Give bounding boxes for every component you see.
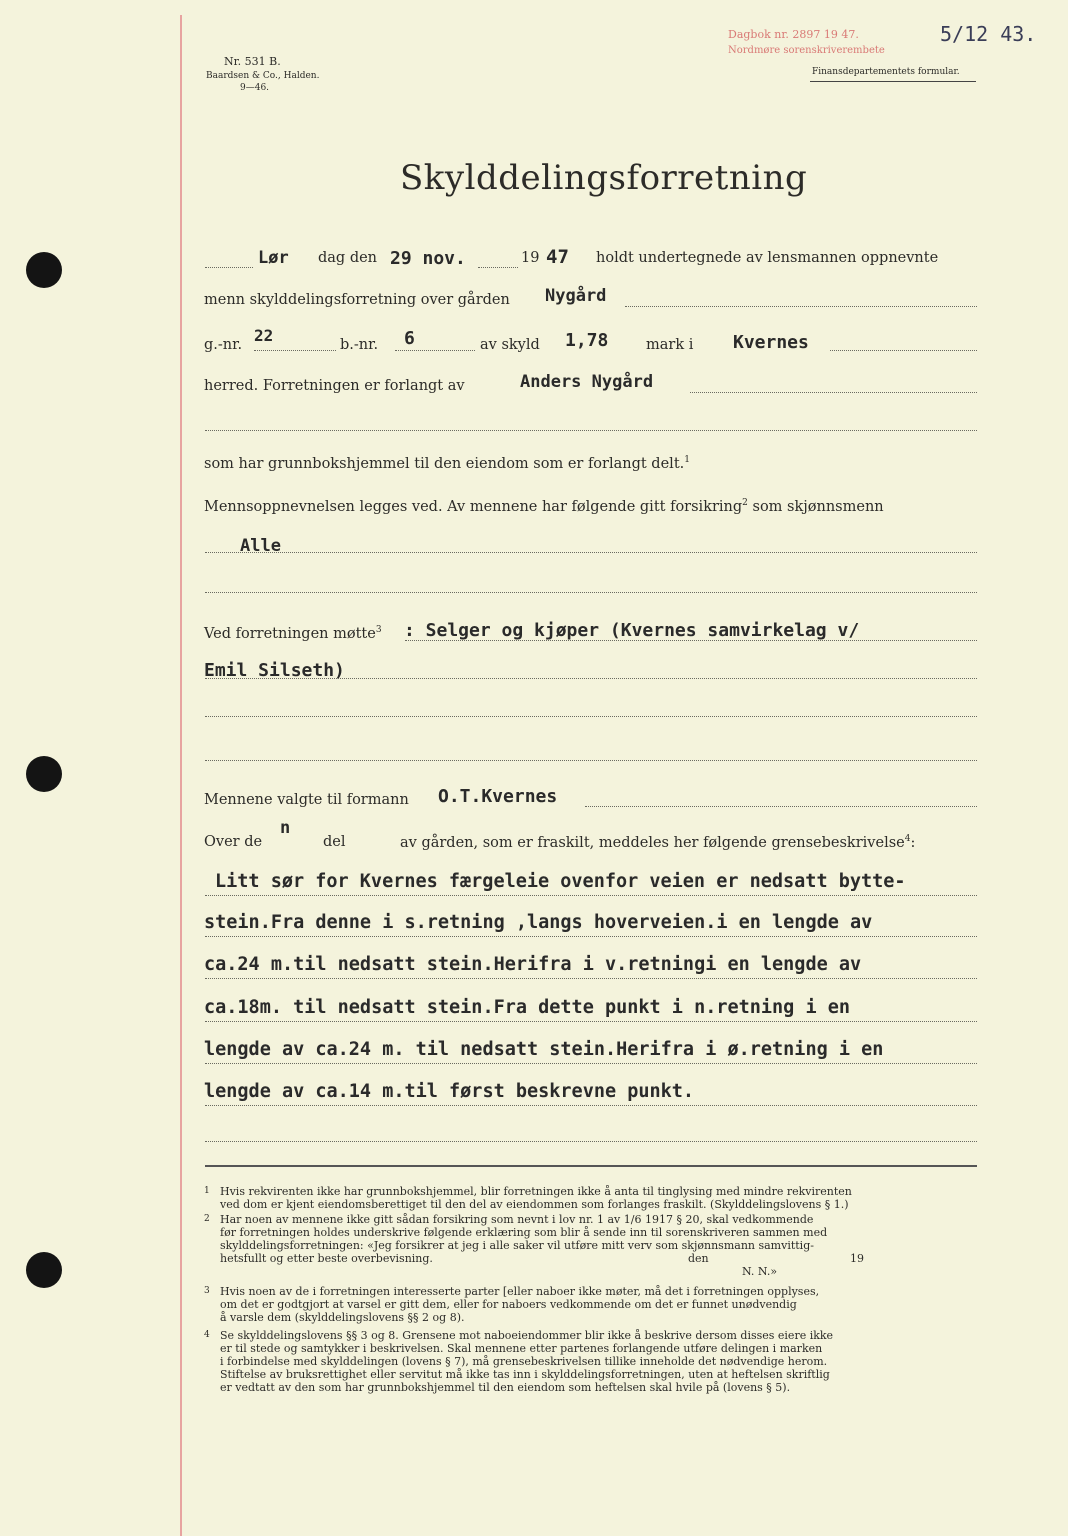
handwritten-date: 5/12 43. <box>940 22 1037 46</box>
line7-text <box>204 498 884 515</box>
line7-end: som skjønnsmenn <box>747 498 884 515</box>
attendees-value-2: Emil Silseth) <box>204 660 345 681</box>
footnote-4-line-4: Stiftelse av bruksrettighet eller servitut må ikke tas inn i skylddelingsforretningen, uten at heftelsen skriftlig <box>220 1368 830 1381</box>
document-title: Skylddelingsforretning <box>400 158 808 198</box>
footnote-ref-1: 1 <box>684 455 690 465</box>
dotted-line <box>205 1141 977 1142</box>
weekday-value: Lør <box>258 248 289 268</box>
court-stamp: Nordmøre sorenskriverembete <box>728 45 885 56</box>
dotted-line <box>205 936 977 937</box>
dotted-line <box>625 306 977 307</box>
footnote-4-line-1: Se skylddelingslovens §§ 3 og 8. Grensene mot naboeiendommer blir ikke å beskrive dersom disses eiere ikke <box>220 1329 834 1342</box>
dotted-line <box>205 716 977 717</box>
dotted-line <box>205 1021 977 1022</box>
year-value: 47 <box>546 246 569 268</box>
dotted-line <box>205 267 253 268</box>
footnote-4-number: 4 <box>204 1330 210 1340</box>
print-date: 9—46. <box>240 83 270 93</box>
footnote-2-number: 2 <box>204 1214 210 1224</box>
line4-text: herred. Forretningen er forlangt av <box>204 378 465 394</box>
dotted-line <box>205 552 977 553</box>
dotted-line <box>205 760 977 761</box>
footnote-1-line-2: ved dom er kjent eiendomsberettiget til den del av eiendommen som forlanges fraskilt. (Skylddelingslovens § 1.) <box>220 1198 849 1211</box>
description-line-1: Litt sør for Kvernes færgeleie ovenfor veien er nedsatt bytte- <box>215 871 906 892</box>
dag-den-label: dag den <box>318 250 378 266</box>
footnote-separator <box>205 1165 977 1167</box>
dotted-line <box>585 806 977 807</box>
dotted-line <box>405 640 977 641</box>
bnr-value: 6 <box>404 328 415 349</box>
dotted-line <box>395 350 475 351</box>
farm-name: Nygård <box>545 286 607 306</box>
footnote-3-number: 3 <box>204 1286 210 1296</box>
line2-text: menn skylddelingsforretning over gården <box>204 292 510 308</box>
footnote-3-line-2: om det er godtgjort at varsel er gitt dem, eller for naboers vedkommende om det er funnet unødvendig <box>220 1298 797 1311</box>
mark-label: mark i <box>646 337 694 353</box>
footnote-2-signature: N. N.» <box>742 1265 778 1278</box>
boundary-label-text: av gården, som er fraskilt, meddeles her følgende grensebeskrivelse <box>400 834 905 851</box>
line7-main: Mennsoppnevnelsen legges ved. Av mennene har følgende gitt forsikring <box>204 498 743 515</box>
punch-hole-bottom <box>26 1252 62 1288</box>
share-value: n <box>280 818 291 838</box>
dotted-line <box>205 1063 977 1064</box>
footnote-4-line-5: er vedtatt av den som har grunnbokshjemmel til den eiendom som heftelsen skal hvile på (lovens § 5). <box>220 1381 791 1394</box>
footnote-2-den: den <box>688 1252 709 1265</box>
footnote-2-line-3: skylddelingsforretningen: «Jeg forsikrer at jeg i alle saker vil utføre mitt verv som skjønnsmann samvittig- <box>220 1239 814 1252</box>
margin-rule <box>180 15 182 1536</box>
description-line-3: ca.24 m.til nedsatt stein.Herifra i v.retningi en lengde av <box>204 954 862 975</box>
dotted-line <box>830 350 977 351</box>
skyld-value: 1,78 <box>565 330 609 351</box>
del-label: del <box>323 834 346 850</box>
dotted-line <box>205 895 977 896</box>
footnote-4-line-3: i forbindelse med skylddelingen (lovens § 7), må grensebeskrivelsen tillike inneholde det nødvendige herom. <box>220 1355 828 1368</box>
footnote-1-number: 1 <box>204 1186 210 1196</box>
dotted-line <box>205 1105 977 1106</box>
boundary-colon: : <box>910 834 916 851</box>
line6-text <box>204 455 690 472</box>
footnote-3-line-3: å varsle dem (skylddelingslovens §§ 2 og 8). <box>220 1311 465 1324</box>
description-line-4: ca.18m. til nedsatt stein.Fra dette punkt i n.retning i en <box>204 997 851 1018</box>
dotted-line <box>254 350 336 351</box>
footnote-4-line-2: er til stede og samtykker i beskrivelsen. Skal mennene etter partenes forlangende utføre delingen i marken <box>220 1342 823 1355</box>
printer-name: Baardsen & Co., Halden. <box>206 71 320 81</box>
municipality-value: Kvernes <box>733 332 809 353</box>
line6-main: som har grunnbokshjemmel til den eiendom som er forlangt delt. <box>204 455 685 472</box>
gnr-value: 22 <box>254 326 274 345</box>
boundary-label <box>400 834 915 851</box>
footnote-ref-2: 2 <box>742 498 748 508</box>
dotted-line <box>690 392 977 393</box>
attendees-value-1: : Selger og kjøper (Kvernes samvirkelag v/ <box>404 620 860 641</box>
attendees-label-text: Ved forretningen møtte <box>204 625 376 642</box>
date-value: 29 nov. <box>390 248 466 269</box>
bnr-label: b.-nr. <box>340 337 379 353</box>
footnote-ref-4: 4 <box>904 834 911 844</box>
footnote-3-line-1: Hvis noen av de i forretningen interesserte parter [eller naboer ikke møter, må det i forretningen opplyses, <box>220 1285 820 1298</box>
ministry-underline <box>810 81 976 82</box>
ministry-formular: Finansdepartementets formular. <box>812 67 960 77</box>
punch-hole-top <box>26 252 62 288</box>
journal-stamp: Dagbok nr. 2897 19 47. <box>728 28 859 41</box>
dotted-line <box>205 592 977 593</box>
dotted-line <box>205 678 977 679</box>
line1-text: holdt undertegnede av lensmannen oppnevnte <box>596 250 939 266</box>
footnote-1-line-1: Hvis rekvirenten ikke har grunnbokshjemmel, blir forretningen ikke å anta til tinglysing med mindre rekvirenten <box>220 1185 852 1198</box>
insured-men-value: Alle <box>240 536 281 556</box>
description-line-2: stein.Fra denne i s.retning ,langs hoverveien.i en lengde av <box>204 912 873 933</box>
footnote-2-year: 19 <box>850 1252 864 1265</box>
chairman-label: Mennene valgte til formann <box>204 792 409 808</box>
footnote-ref-3: 3 <box>375 625 382 635</box>
over-de-label: Over de <box>204 834 263 850</box>
gnr-label: g.-nr. <box>204 337 243 353</box>
punch-hole-middle <box>26 756 62 792</box>
footnote-2-line-1: Har noen av mennene ikke gitt sådan forsikring som nevnt i lov nr. 1 av 1/6 1917 § 20, skal vedkommende <box>220 1213 814 1226</box>
form-number: Nr. 531 B. <box>224 55 281 68</box>
chairman-value: O.T.Kvernes <box>438 786 558 807</box>
year-prefix: 19 <box>521 250 540 266</box>
dotted-line <box>478 267 518 268</box>
skyld-label: av skyld <box>480 337 540 353</box>
requester-name: Anders Nygård <box>520 372 654 392</box>
footnote-2-line-4: hetsfullt og etter beste overbevisning. <box>220 1252 433 1265</box>
description-line-5: lengde av ca.24 m. til nedsatt stein.Herifra i ø.retning i en <box>204 1039 884 1060</box>
dotted-line <box>205 430 977 431</box>
description-line-6: lengde av ca.14 m.til først beskrevne punkt. <box>204 1081 695 1102</box>
footnote-2-line-2: før forretningen holdes underskrive følgende erklæring som blir å sende inn til sorenskriveren sammen med <box>220 1226 828 1239</box>
dotted-line <box>205 978 977 979</box>
attendees-label <box>204 625 382 642</box>
